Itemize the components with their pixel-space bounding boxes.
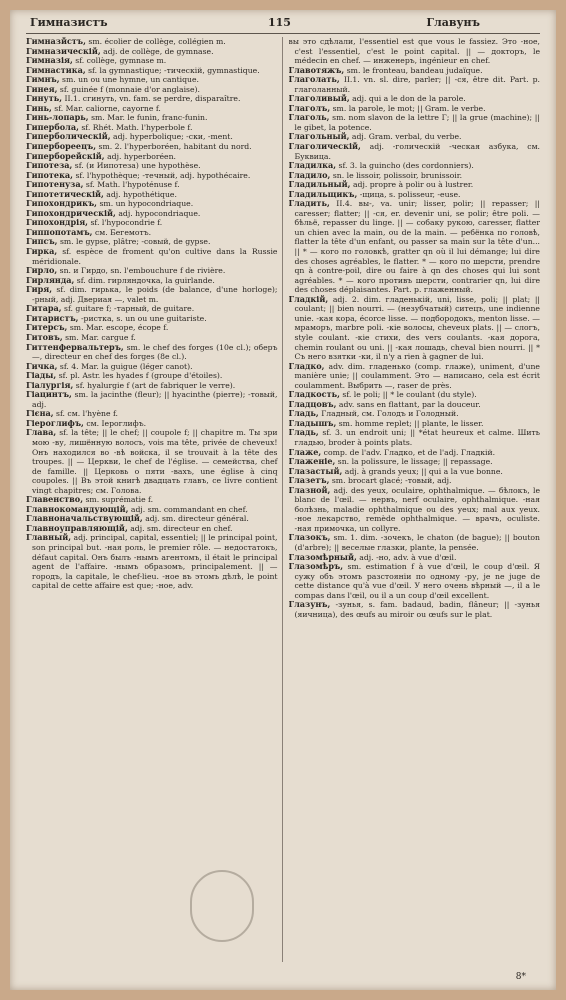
- entry-definition: adj. à grands yeux; || qui a la vue bonne.: [344, 466, 503, 476]
- entry-headword: Гитерсъ,: [26, 322, 68, 333]
- entry-headword: Глазокъ,: [288, 532, 331, 543]
- entry-headword: Гитара,: [26, 303, 62, 314]
- entry-definition: adj. des yeux, oculaire, ophthalmique. — бѣлокъ, le blanc de l'œil. — нервъ, nerf oculaire, ophthalmique. -ная болѣзнь, maladie ophthalmique ou des yeux; mal aux yeux. -ное лекарство, remède ophthalmique. — врачъ, oculiste. -ная примочка, un collyre.: [294, 485, 540, 533]
- entry-definition: sm. 1. dim. -зочекъ, le chaton (de bague); || bouton (d'arbre); || веселые глазки, plante, la pensée.: [294, 533, 540, 552]
- entry-definition: sf. guitare f; -тарный, de guitare.: [64, 304, 195, 314]
- entry-headword: Глаженіе,: [288, 456, 336, 467]
- entry-headword: Гирло,: [26, 265, 58, 276]
- dictionary-entry: [26, 247, 278, 266]
- entry-definition: sm. Mar. cargue f.: [65, 332, 136, 342]
- dictionary-page: [10, 10, 556, 990]
- entry-definition: sm. la parole, le mot; || Gram. le verbe.: [332, 103, 486, 113]
- entry-headword: Глазомѣрный,: [288, 551, 357, 562]
- right-column: [289, 37, 541, 962]
- entry-definition: sf. 3. la guincho (des cordonniers).: [338, 161, 474, 171]
- entry-headword: Гинея,: [26, 83, 58, 94]
- dictionary-entry: [289, 75, 541, 94]
- entry-headword: Главнокомандующій,: [26, 503, 129, 514]
- entry-definition: adj. qui a le don de la parole.: [352, 94, 466, 104]
- dictionary-entry: [26, 343, 278, 362]
- entry-headword: Гіалургія,: [26, 379, 74, 390]
- entry-definition: sf. Rhét. Math. l'hyperbole f.: [81, 122, 193, 132]
- dictionary-entry: [26, 94, 278, 104]
- entry-definition: sm. brocart glacé; -товый, adj.: [331, 476, 452, 486]
- entry-definition: -ристка, s. un ou une guitariste.: [80, 313, 207, 323]
- page-number: 115: [268, 16, 291, 29]
- header-right-word: Главунъ: [426, 16, 480, 29]
- entry-headword: Глазной,: [288, 484, 331, 495]
- header-left-word: Гимназистъ: [30, 16, 108, 29]
- dictionary-entry: [289, 419, 541, 429]
- entry-headword: Гимназйстъ,: [26, 37, 86, 46]
- entry-headword: Глагольный,: [288, 131, 350, 142]
- entry-definition: sm. écolier de collège, collégien m.: [88, 37, 226, 46]
- entry-definition: sf. la tête; || le chef; || coupole f; || chapitre m. Ты зри мою -ву, лишённую волосъ, vois ma tête, privée de cheveux! Онъ находился во -вѣ войска, il se trouvait à la tête des troupes. || — Церкви, le chef de l'église. — семейства, chef de famille. || Церковь о пяти -вахъ, une église à cinq coupoles. || Въ этой книгѣ двадцать главъ, ce livre contient vingt chapitres; см. Голова.: [32, 428, 278, 495]
- dictionary-entry: [289, 113, 541, 132]
- entry-headword: Гирлянда,: [26, 274, 75, 285]
- entry-headword: Гимназическій,: [26, 45, 101, 56]
- dictionary-entry: [289, 37, 541, 66]
- entry-headword: Гладышъ,: [288, 417, 337, 428]
- signature-mark: 8*: [515, 972, 526, 982]
- entry-definition: sm. le chef des forges (10e cl.); оберъ —, directeur en chef des forges (8e cl.).: [32, 342, 278, 362]
- entry-definition: adj. hypocondriaque.: [118, 208, 201, 218]
- entry-definition: sn. le lissoir, polissoir, brunissoir.: [332, 170, 463, 180]
- entry-definition: adj. sm. commandant en chef.: [130, 504, 248, 514]
- dictionary-entry: [289, 562, 541, 600]
- entry-definition: adv. sans en flattant, par la douceur.: [338, 399, 481, 409]
- entry-headword: Гипотеза,: [26, 160, 73, 171]
- entry-headword: Гієна,: [26, 408, 54, 419]
- entry-headword: Гитаристъ,: [26, 312, 79, 323]
- entry-definition: sm. suprématie f.: [85, 495, 154, 505]
- entry-headword: Гимнастика,: [26, 64, 86, 75]
- library-stamp: [190, 870, 254, 942]
- entry-definition: см. Іероглифъ.: [86, 418, 147, 428]
- entry-definition: sm. le fronteau, bandeau judaïque.: [346, 65, 483, 75]
- header-rule: [26, 33, 540, 34]
- entry-definition: adj. 2. dim. гладенькій, uni, lisse, poli; || plat; || coulant; || bien nourri. — (незубчатый) ситецъ, une indienne unie. -кая кора, écorce lisse. — подбородокъ, menton lisse. — мраморъ, marbre poli. -кіе волосы, cheveux plats. || — слогъ, style coulant. -кіе стихи, des vers coulants. -кая дорога, chemin roulant ou uni. || -кая лошадь, cheval bien nourri. || * Съ него взятки -ки, il n'y a rien à gagner de lui.: [294, 294, 540, 362]
- entry-definition: adj. Gram. verbal, du verbe.: [351, 132, 462, 142]
- entry-headword: Глаголь,: [288, 112, 330, 123]
- entry-headword: Главотяжъ,: [288, 64, 345, 75]
- entry-headword: Глазунъ,: [288, 599, 331, 610]
- entry-definition: см. Бегемотъ.: [94, 227, 152, 237]
- entry-headword: Глазомѣръ,: [288, 561, 344, 572]
- entry-definition: sf. см. l'hyène f.: [56, 409, 118, 419]
- entry-headword: Глава,: [26, 427, 57, 438]
- entry-headword: Гіады,: [26, 370, 57, 381]
- entry-definition: sf. dim. гирляндочка, la guirlande.: [76, 275, 215, 285]
- dictionary-entry: [26, 428, 278, 495]
- entry-definition: sf. collège, gymnase m.: [75, 56, 167, 66]
- entry-definition: II.1. сгинуть, vn. fam. se perdre, disparaître.: [64, 94, 241, 104]
- entry-definition: sf. l'hypocondrie f.: [90, 218, 163, 228]
- entry-definition: вы это сдѣлали, l'essentiel est que vous le fassiez. Это -ное, c'est l'essentiel, c'est le point capital. || — докторъ, le médecin en chef. — инженеръ, ingénieur en chef.: [288, 37, 540, 66]
- columns: [26, 37, 540, 962]
- entry-definition: adj. sm. directeur en chef.: [130, 523, 233, 533]
- dictionary-entry: [289, 362, 541, 391]
- entry-definition: sf. guinée f (monnaie d'or anglaise).: [59, 84, 200, 94]
- dictionary-entry: [289, 199, 541, 294]
- entry-headword: Гиттенфервальтеръ,: [26, 341, 124, 352]
- dictionary-entry: [289, 400, 541, 410]
- entry-headword: Глазетъ,: [288, 475, 330, 486]
- entry-definition: sf. 3. un endroit uni; || *état heureux et calme. Шить гладью, broder à points plats.: [294, 428, 540, 447]
- entry-definition: sf. Mar. caliorne, cayorne f.: [54, 103, 161, 113]
- entry-headword: Гіацинтъ,: [26, 389, 72, 400]
- entry-headword: Гирка,: [26, 246, 58, 257]
- entry-definition: adj. de collège, de gymnase.: [103, 46, 214, 56]
- entry-definition: sf. l'hypothèque; -течный, adj. hypothécaire.: [75, 170, 251, 180]
- entry-definition: adj. sm. directeur général.: [145, 514, 249, 524]
- entry-definition: sf. (и Иипотеза) une hypothèse.: [74, 161, 201, 171]
- dictionary-entry: [289, 533, 541, 552]
- entry-headword: Гладко,: [288, 360, 325, 371]
- entry-headword: Главноначальствующій,: [26, 513, 143, 524]
- running-header: [10, 16, 556, 32]
- entry-definition: adj. hyperbolique; -ски, -ment.: [113, 132, 233, 142]
- entry-headword: Гипохондрическій,: [26, 207, 116, 218]
- entry-headword: Гимнъ,: [26, 74, 60, 85]
- entry-headword: Гладцовъ,: [288, 398, 337, 409]
- dictionary-entry: [26, 362, 278, 372]
- entry-headword: Гипотека,: [26, 169, 73, 180]
- entry-definition: sf. hyalurgie f (art de fabriquer le verre).: [75, 380, 236, 390]
- entry-definition: sf. 4. Mar. la guigue (léger canot).: [59, 361, 193, 371]
- entry-definition: adj. propre à polir ou à lustrer.: [352, 180, 474, 190]
- entry-definition: sm. 2. l'hyperboréen, habitant du nord.: [98, 142, 252, 152]
- entry-headword: Гимназія,: [26, 55, 73, 66]
- entry-headword: Гитовъ,: [26, 331, 63, 342]
- entry-definition: sn. la polissure, le lissage; || repassage.: [337, 457, 493, 467]
- entry-definition: II.4. вы-, va. unir; lisser, polir; || repasser; || caresser; flatter; || -ся, er. devenir uni, se polir; être poli. — бѣльё, repasser du linge. || — собаку рукою, caresser, flatter un chien avec la main, ou de la main. — ребёнка по головѣ, flatter la tête d'un enfant, ou passer sa main sur la tête d'un... || * — кого по головкѣ, gratter qn où il lui démange; lui dire des choses agréables, le flatter. * — кого по шерсти, prendre qn à contre-poil, dire ou faire à qn des choses qui lui sont agréables. * — кого противъ шерсти, contrarier qn, lui dire des choses déplaisantes. Part. p. глаженный.: [294, 199, 540, 295]
- entry-definition: sm. un hypocondriaque.: [99, 199, 194, 209]
- entry-headword: Гипохондрія,: [26, 217, 88, 228]
- entry-headword: Глаголивый,: [288, 93, 350, 104]
- entry-headword: Глаголъ,: [288, 102, 331, 113]
- entry-definition: adj. principal, capital, essentiel; || le principal point, son principal but. -ная роль, le premier rôle. — недостатокъ, défaut capital. Онъ былъ -нымъ агентомъ, il était le principal agent de l'affaire. -нымъ образомъ, principalement. || — городъ, la capitale, le chef-lieu. -ное въ этомъ дѣлѣ, le point capital de cette affaire est que; -ное, adv.: [32, 533, 278, 591]
- dictionary-entry: [26, 75, 278, 85]
- entry-definition: adv. dim. гладенько (comp. глаже), uniment, d'une manière unie; || coulamment. Это — написано, cela est écrit coulamment. Выбрить —, raser de près.: [294, 361, 540, 390]
- entry-headword: Гладило,: [288, 169, 331, 180]
- entry-headword: Главноуправляющій,: [26, 522, 128, 533]
- entry-headword: Гипербореецъ,: [26, 141, 97, 152]
- dictionary-entry: [26, 533, 278, 590]
- dictionary-entry: [26, 323, 278, 333]
- entry-definition: -щица, s. polisseur, -euse.: [359, 189, 461, 199]
- entry-headword: Гладкость,: [288, 389, 340, 400]
- dictionary-entry: [289, 295, 541, 362]
- dictionary-entry: [26, 390, 278, 409]
- dictionary-entry: [289, 428, 541, 447]
- entry-headword: Гладильный,: [288, 179, 351, 190]
- entry-headword: Гипотетическій,: [26, 188, 104, 199]
- dictionary-entry: [289, 600, 541, 619]
- entry-definition: sf. espèce de froment qu'on cultive dans la Russie méridionale.: [32, 247, 278, 266]
- dictionary-entry: [289, 142, 541, 161]
- entry-headword: Главный,: [26, 532, 72, 543]
- entry-definition: sf. le poli; || * le coulant (du style).: [342, 390, 477, 400]
- dictionary-entry: [26, 419, 278, 429]
- entry-definition: sm. un ou une hymne, un cantique.: [62, 75, 199, 85]
- entry-definition: -зунья, s. fam. badaud, badin, flâneur; || -зунья (яичница), des œufs au miroir ou œufs sur le plat.: [294, 600, 540, 619]
- entry-headword: Гиппопотамъ,: [26, 226, 93, 237]
- left-column: [26, 37, 283, 962]
- entry-headword: Гладь,: [288, 408, 319, 419]
- entry-definition: sf. la gymnastique; -тическій, gymnastique.: [88, 65, 260, 75]
- entry-headword: Гипохондрикъ,: [26, 198, 97, 209]
- entry-headword: Главенство,: [26, 494, 84, 505]
- entry-headword: Гладилка,: [288, 160, 337, 171]
- entry-headword: Гладь,: [288, 427, 319, 438]
- entry-definition: sm. homme replet; || plante, le lisser.: [338, 418, 484, 428]
- entry-headword: Гладкій,: [288, 293, 329, 304]
- entry-headword: Гиперболическій,: [26, 131, 111, 142]
- entry-headword: Гинь,: [26, 102, 52, 113]
- entry-headword: Гладить,: [288, 198, 330, 209]
- entry-headword: Гинуть,: [26, 93, 63, 104]
- entry-definition: sf. dim. гирька, le poids (de balance, d'une horloge); -рный, adj. Двериая —, valet m.: [32, 285, 278, 304]
- entry-headword: Гиря,: [26, 284, 53, 295]
- dictionary-entry: [26, 66, 278, 76]
- entry-definition: adj. hyperboréen.: [107, 151, 176, 161]
- dictionary-entry: [289, 486, 541, 534]
- entry-headword: Гладильщикъ,: [288, 188, 358, 199]
- entry-headword: Глаже,: [288, 446, 322, 457]
- entry-headword: Гипербола,: [26, 121, 79, 132]
- entry-headword: Гіероглифъ,: [26, 417, 84, 428]
- dictionary-entry: [26, 285, 278, 304]
- entry-definition: II.1. vn. sl. dire, parler; || -ся, être dit. Part. p. глаголанный.: [294, 75, 540, 94]
- entry-definition: sm. le gypse, plâtre; -совый, de gypse.: [59, 237, 211, 247]
- entry-definition: adj. -но, adv. à vue d'œil.: [359, 552, 457, 562]
- entry-headword: Гипсъ,: [26, 236, 58, 247]
- entry-definition: adj. -голическій -ческая азбука, см. Буквица.: [294, 142, 540, 161]
- entry-headword: Глаголическій,: [288, 141, 361, 152]
- entry-headword: Гичка,: [26, 360, 58, 371]
- entry-definition: Гладный, см. Голодъ и Голодный.: [321, 409, 459, 419]
- entry-definition: sn. и Гирдо, sn. l'embouchure f de rivière.: [59, 266, 226, 276]
- entry-definition: sm. nom slavon de la lettre Г; || la grue (machine); || le gibet, la potence.: [294, 113, 540, 132]
- entry-definition: adj. hypothétique.: [106, 189, 177, 199]
- entry-definition: sf. pl. Astr. les hyades f (groupe d'étoiles).: [58, 371, 223, 381]
- entry-headword: Глазастый,: [288, 465, 343, 476]
- entry-definition: sm. Mar. escope, écope f.: [69, 323, 169, 333]
- entry-definition: sm. estimation f à vue d'œil, le coup d'œil. Я сужу объ этомъ разстояніи по одному -ру, je ne juge de cette distance qu'à vue d'œil. У него очень вѣрный —, il a le compas dans l'œil, ou il a un coup d'œil excellent.: [294, 562, 540, 600]
- entry-definition: sm. la jacinthe (fleur); || hyacinthe (pierre); -товый, adj.: [32, 390, 278, 409]
- entry-headword: Гипотенуза,: [26, 179, 84, 190]
- entry-headword: Гиперборейскій,: [26, 150, 105, 161]
- entry-headword: Гинь-лопарь,: [26, 112, 89, 123]
- entry-definition: comp. de l'adv. Гладко, et de l'adj. Гладкій.: [323, 447, 496, 457]
- entry-definition: sf. Math. l'hypoténuse f.: [85, 180, 180, 190]
- dictionary-entry: [26, 85, 278, 95]
- dictionary-entry: [26, 276, 278, 286]
- entry-headword: Глаголать,: [288, 74, 340, 85]
- dictionary-entry: [26, 237, 278, 247]
- entry-definition: sm. Mar. le funin, franc-funin.: [91, 113, 208, 123]
